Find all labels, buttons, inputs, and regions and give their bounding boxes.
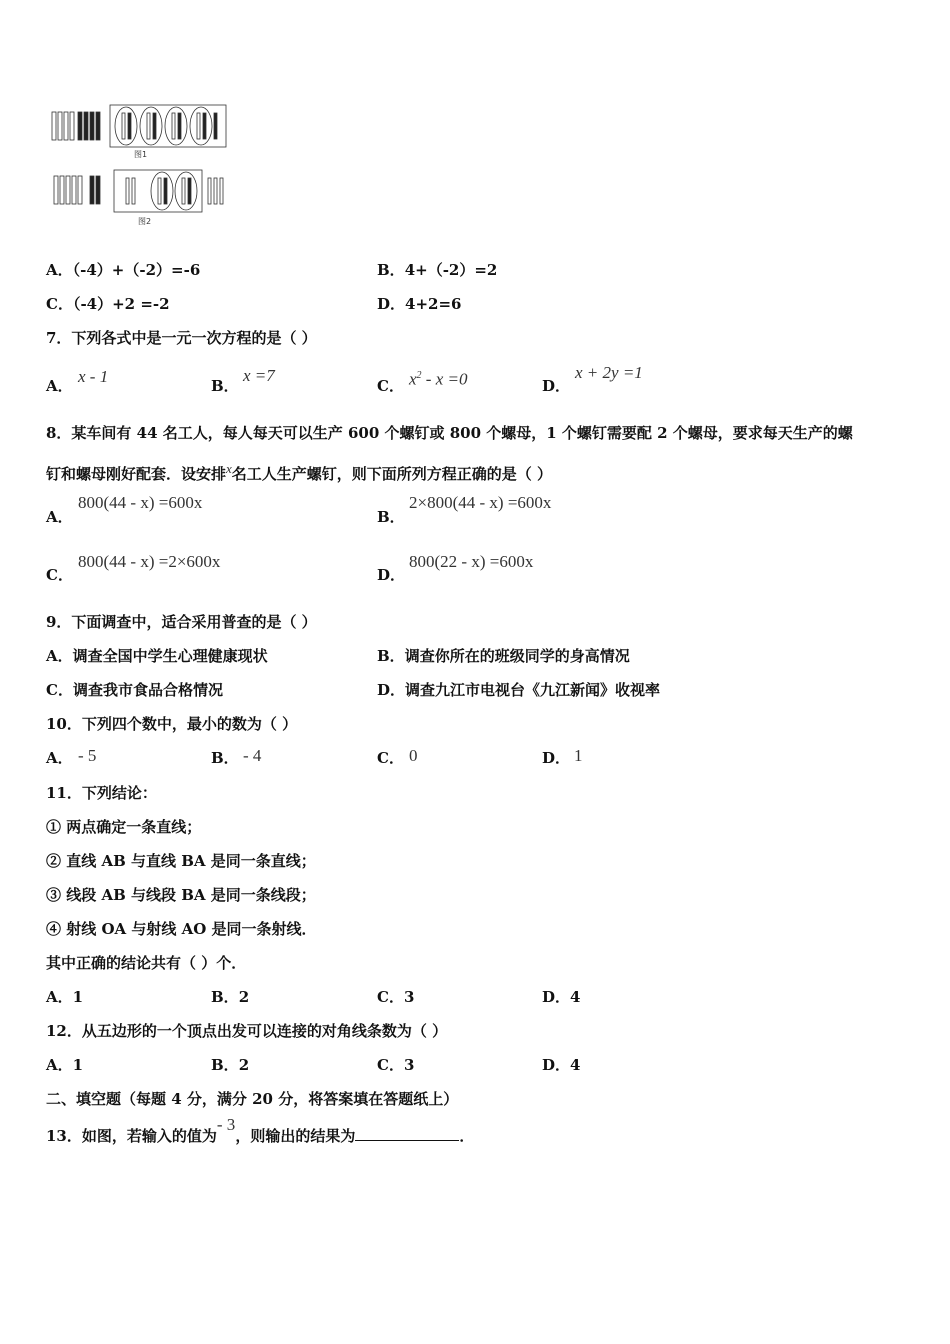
fig1-oval-3 xyxy=(165,107,187,145)
q13-input-value: - 3 xyxy=(216,1115,236,1134)
q8-stem-variable: x xyxy=(226,461,232,476)
q11-item-4: ④ 射线 OA 与射线 AO 是同一条射线． xyxy=(46,920,317,938)
q7-option-b-math: x =7 xyxy=(243,366,275,385)
q12-option-c: C．3 xyxy=(377,1056,415,1074)
q12-option-d: D．4 xyxy=(542,1056,581,1074)
q12-stem: 12．从五边形的一个顶点出发可以连接的对角线条数为（ ） xyxy=(46,1022,448,1040)
q11-item-1: ① 两点确定一条直线； xyxy=(46,818,202,836)
figure-2 xyxy=(54,170,223,212)
q10-stem: 10．下列四个数中，最小的数为（ ） xyxy=(46,715,298,733)
fig1-box xyxy=(110,105,226,147)
q11-option-d: D．4 xyxy=(542,988,581,1006)
q8-option-d-math: 800(22 - x) =600x xyxy=(409,552,534,571)
q9-option-c: C．调查我市食品合格情况 xyxy=(46,681,223,699)
q6-option-c: C．（-4）+2 =-2 xyxy=(46,295,170,313)
q7-option-a-math: x - 1 xyxy=(78,367,109,386)
q9-stem: 9．下面调查中，适合采用普查的是（ ） xyxy=(46,613,317,631)
q10-option-a-letter: A． xyxy=(46,749,73,767)
q8-option-d-letter: D． xyxy=(377,566,406,584)
fig2-left-rods xyxy=(54,176,100,204)
q7-option-a-letter: A． xyxy=(46,377,73,395)
q6-option-a: A．（-4）+（-2）=-6 xyxy=(46,261,201,279)
q11-option-a: A．1 xyxy=(46,988,84,1006)
q10-option-a-math: - 5 xyxy=(78,746,97,765)
q8-option-a-math: 800(44 - x) =600x xyxy=(78,493,203,512)
q7-option-d-math: x + 2y =1 xyxy=(575,363,643,382)
q10-option-b-letter: B． xyxy=(211,749,239,767)
figure-1 xyxy=(52,105,226,147)
fig2-caption: 图2 xyxy=(138,217,152,226)
fig1-left-rods xyxy=(52,112,100,140)
fig1-oval-2 xyxy=(140,107,162,145)
q8-option-b-letter: B． xyxy=(377,508,405,526)
q10-option-c-math: 0 xyxy=(409,746,418,765)
q7-option-b-letter: B． xyxy=(211,377,239,395)
q11-item-2: ② 直线 AB 与直线 BA 是同一条直线； xyxy=(46,852,316,870)
q8-option-a-letter: A． xyxy=(46,508,73,526)
fig1-oval-4 xyxy=(190,107,212,145)
fig2-oval-1 xyxy=(151,172,173,210)
q8-stem-line2: 钉和螺母刚好配套．设安排$^x$名工人生产螺钉，则下面所列方程正确的是（ ） xyxy=(46,461,553,483)
q8-stem-line1: 8．某车间有 44 名工人，每人每天可以生产 600 个螺钉或 800 个螺母，1 个螺钉需要配 2 个螺母，要求每天生产的螺 xyxy=(46,424,853,442)
q9-option-a: A．调查全国中学生心理健康现状 xyxy=(46,647,268,665)
fig1-caption: 图1 xyxy=(134,150,148,159)
q11-option-b: B．2 xyxy=(211,988,250,1006)
q7-option-c-math: $x^2 - x =0$ xyxy=(409,369,468,389)
q12-option-b: B．2 xyxy=(211,1056,250,1074)
q11-stem: 11．下列结论： xyxy=(46,784,157,802)
q13-answer-blank[interactable] xyxy=(355,1126,459,1141)
q7-option-c-letter: C． xyxy=(377,377,404,395)
fig2-oval-2 xyxy=(175,172,197,210)
q11-item-3: ③ 线段 AB 与线段 BA 是同一条线段； xyxy=(46,886,316,904)
fig1-oval-1 xyxy=(115,107,137,145)
q10-option-c-letter: C． xyxy=(377,749,404,767)
q8-option-c-letter: C． xyxy=(46,566,73,584)
q10-option-b-math: - 4 xyxy=(243,746,262,765)
q7-option-d-letter: D． xyxy=(542,377,571,395)
q10-option-d-math: 1 xyxy=(574,746,583,765)
q7-stem: 7．下列各式中是一元一次方程的是（ ） xyxy=(46,329,317,347)
q8-option-b-math: 2×800(44 - x) =600x xyxy=(409,493,552,512)
q6-option-d: D．4+2=6 xyxy=(377,295,462,313)
q13-stem: 13．如图，若输入的值为- 3，则输出的结果为 ． xyxy=(46,1115,475,1145)
q12-option-a: A．1 xyxy=(46,1056,84,1074)
q10-option-d-letter: D． xyxy=(542,749,571,767)
q11-option-c: C．3 xyxy=(377,988,415,1006)
counting-rods-figure xyxy=(46,100,236,230)
section-2-heading: 二、填空题（每题 4 分，满分 20 分，将答案填在答题纸上） xyxy=(46,1090,459,1108)
q6-option-b: B．4+（-2）=2 xyxy=(377,261,498,279)
q8-option-c-math: 800(44 - x) =2×600x xyxy=(78,552,221,571)
q11-question: 其中正确的结论共有（ ）个． xyxy=(46,954,247,972)
q9-option-b: B．调查你所在的班级同学的身高情况 xyxy=(377,647,630,665)
q9-option-d: D．调查九江市电视台《九江新闻》收视率 xyxy=(377,681,661,699)
